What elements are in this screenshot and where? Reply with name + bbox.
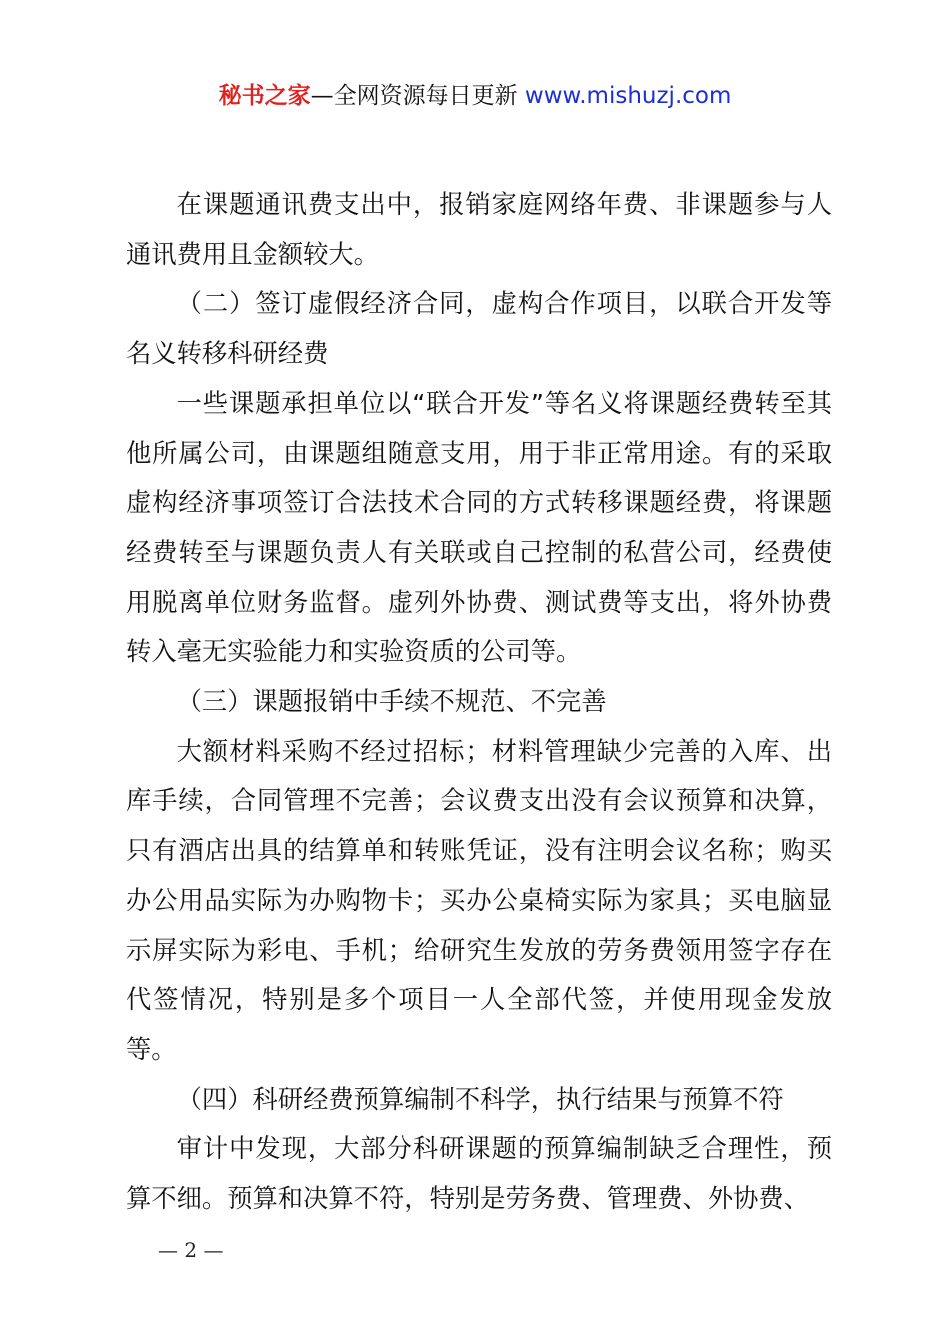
brand-name: 秘书之家	[218, 83, 311, 109]
section-heading: （二）签订虚假经济合同，虚构合作项目，以联合开发等名义转移科研经费	[126, 289, 832, 369]
paragraph: 审计中发现，大部分科研课题的预算编制缺乏合理性，预算不细。预算和决算不符，特别是劳务费、管理费、外协费、	[126, 1134, 832, 1214]
header-tagline: —全网资源每日更新	[310, 83, 525, 109]
page-number: — 2 —	[158, 1238, 224, 1262]
section-heading: （三）课题报销中手续不规范、不完善	[176, 687, 607, 717]
paragraph: 一些课题承担单位以“联合开发”等名义将课题经费转至其他所属公司，由课题组随意支用，用于非正常用途。有的采取虚构经济事项签订合法技术合同的方式转移课题经费，将课题经费转至与课题负责人有关联或自己控制的私营公司，经费使用脱离单位财务监督。虚列外协费、测试费等支出，将外协费转入毫无实验能力和实验资质的公司等。	[126, 388, 832, 667]
paragraph: 大额材料采购不经过招标；材料管理缺少完善的入库、出库手续，合同管理不完善；会议费支出没有会议预算和决算，只有酒店出具的结算单和转账凭证，没有注明会议名称；购买办公用品实际为办购物卡；买办公桌椅实际为家具；买电脑显示屏实际为彩电、手机；给研究生发放的劳务费领用签字存在代签情况，特别是多个项目一人全部代签，并使用现金发放等。	[126, 736, 832, 1064]
site-header	[0, 80, 950, 112]
paragraph: 在课题通讯费支出中，报销家庭网络年费、非课题参与人通讯费用且金额较大。	[126, 190, 832, 269]
document-body	[126, 180, 832, 1224]
site-url[interactable]: www.mishuzj.com	[524, 83, 732, 109]
section-heading: （四）科研经费预算编制不科学，执行结果与预算不符	[176, 1084, 784, 1114]
